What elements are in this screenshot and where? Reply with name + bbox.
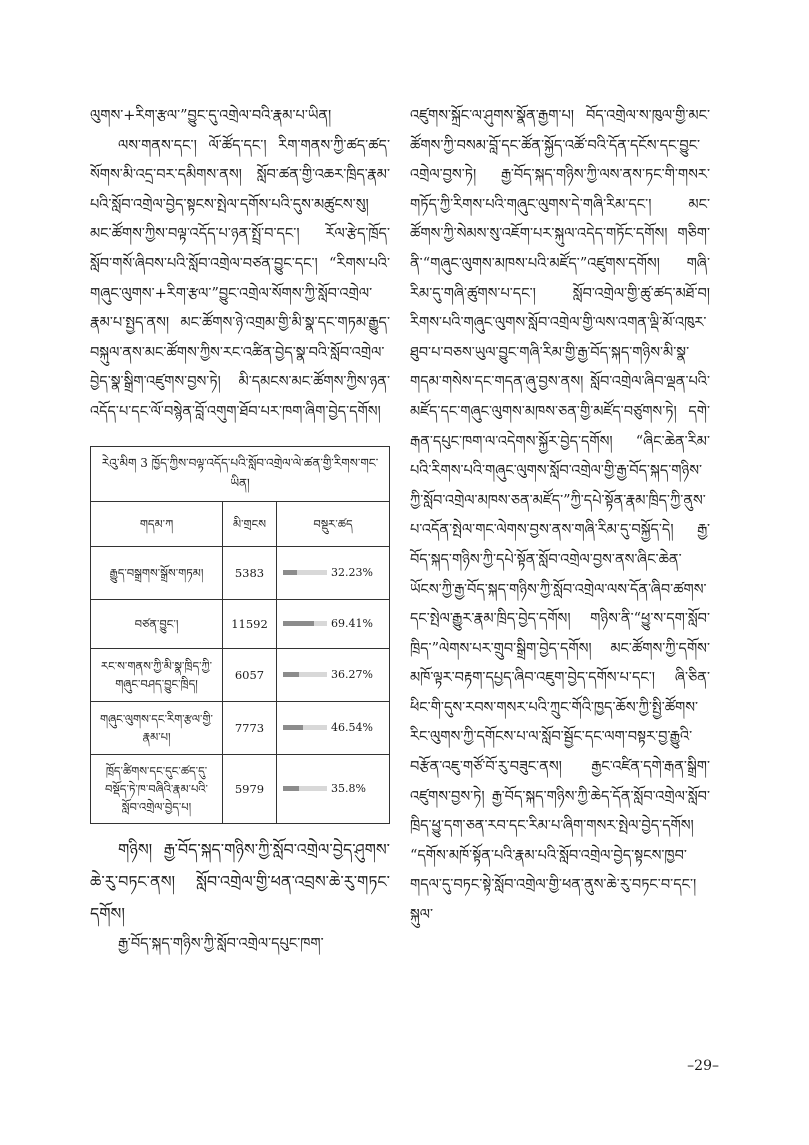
percent-bar-track — [283, 570, 327, 575]
table-header-row — [91, 502, 389, 547]
option-label: ཁྲོད་ཚིགས་དང་དུང་ཚད་དུ་བསྡོད་ཏེ་ཁ་བཞིའི་རྣམ་པའི་སློབ་འགྲེལ་བྱེད་པ། — [105, 763, 208, 814]
option-label: བཙན་བྱུང་། — [134, 616, 179, 631]
left-column — [90, 102, 390, 959]
option-label: རང་ས་གནས་ཀྱི་མི་སྣ་ཁྲིད་ཀྱི་གཞུང་བཤད་བྱུང་ཁྲིད། — [100, 658, 213, 691]
count-value: 5383 — [222, 547, 276, 599]
percent-cell — [276, 755, 389, 823]
table-row — [91, 547, 389, 600]
percent-bar-track — [283, 725, 327, 730]
right-column — [410, 102, 710, 931]
option-label: གཞུང་ལུགས་དང་རིག་རྩལ་གྱི་རྣམ་པ། — [100, 711, 213, 744]
table-row — [91, 755, 389, 823]
column-header: མི་གྲངས — [222, 502, 276, 546]
table-row — [91, 600, 389, 649]
paragraph: ལས་གནས་དང་། ལོ་ཚོད་དང་། རིག་གནས་ཀྱི་ཚད་ཚད་སོགས་མི་འདྲ་བར་དམིགས་ནས། སློབ་ཚན་གྱི་འཆར་ཁྲིད་རྣམ་པའི་སློབ་འགྲེལ་བྱེད་སྟངས་སྤེལ་དགོས་པའི་དུས་མཚུངས་སུ། མང་ཚོགས་ཀྱིས་བལྟ་འདོད་པ་ཉན་སྤྲོ་བ་དང་། རོལ་རྩེད་ཁྲོད་སློབ་གསོ་ཞིབས་པའི་སློབ་འགྲེལ་བཙན་བྱུང་དང་། “རིགས་པའི་གཞུང་ལུགས་+རིག་རྩལ་”བྱུང་འགྲེལ་སོགས་ཀྱི་སློབ་འགྲེལ་རྣམ་པ་སྤྱད་ནས། མང་ཚོགས་ཉེ་འགྲམ་གྱི་མི་སྣ་དང་གཏམ་རྒྱུད་བསྐུལ་ནས་མང་ཚོགས་ཀྱིས་རང་འཚིན་བྱེད་སྣ་བའི་སློབ་འགྲེལ་བྱེད་སྣ་སྒྲིག་འཛུགས་བྱས་ཏེ། མི་དམངས་མང་ཚོགས་ཀྱིས་ཉན་འདོད་པ་དང་ལོ་བསྙེན་བློ་འགུག་ཐོབ་པར་ཁག་ཞིག་བྱེད་དགོས། — [90, 137, 390, 420]
percent-cell — [276, 547, 389, 599]
percent-value: 32.23% — [331, 565, 373, 579]
table-row — [91, 702, 389, 755]
table-row — [91, 649, 389, 702]
paragraph: རྒྱ་བོད་སྐད་གཉིས་ཀྱི་སློབ་འགྲེལ་དཔུང་ཁག་ — [118, 935, 324, 952]
paragraph: འཛུགས་སྐྲོང་ལ་ཤུགས་སྣོན་རྒྱག་པ། བོད་འགྲེལ་ས་ཁུལ་གྱི་མང་ཚོགས་ཀྱི་བསམ་བློ་དང་ཚོན་སྐྱོད་འཚོ་བའི་དོན་དངོས་དང་བྱུང་འགྲེལ་བྱས་ཏེ། རྒྱ་བོད་སྐད་གཉིས་ཀྱི་ལས་ནས་ཏང་གི་གསར་གཏོད་ཀྱི་རིགས་པའི་གཞུང་ལུགས་དེ་གཞི་རིམ་དང་། མང་ཚོགས་ཀྱི་སེམས་སུ་འཇོག་པར་སྐུལ་འདེད་གཏོང་དགོས། གཅིག་ནི་“གཞུང་ལུགས་མཁས་པའི་མཛོད་”འཛུགས་དགོས། གཞི་རིམ་དུ་གཞི་ཚུགས་པ་དང་། སློབ་འགྲེལ་གྱི་ཚུ་ཚད་མཐོ་བ། རིགས་པའི་གཞུང་ལུགས་སློབ་འགྲེལ་གྱི་ལས་འགན་ལྡི་མོ་འཁུར་ཐུབ་པ་བཅས་ཡུལ་བྱུང་གཞི་རིམ་གྱི་རྒྱ་བོད་སྐད་གཉིས་མི་སྣ་གདམ་གསེས་དང་གདན་ཞུ་བྱས་ནས། སློབ་འགྲེལ་ཞིབ་ལྡན་པའི་མཛོད་དང་གཞུང་ལུགས་མཁས་ཅན་གྱི་མཛོད་བཙུགས་ཏེ། དགེ་རྒན་དཔུང་ཁག་ལ་འདེགས་སྐྱོར་བྱེད་དགོས། “ཞིང་ཆེན་རིམ་པའི་རིགས་པའི་གཞུང་ལུགས་སློབ་འགྲེལ་གྱི་རྒྱ་བོད་སྐད་གཉིས་ཀྱི་སློབ་འགྲེལ་མཁས་ཅན་མཛོད་”ཀྱི་དཔེ་སྟོན་རྣམ་ཁྲིད་ཀྱི་ནུས་པ་འདོན་སྤེལ་གང་ལེགས་བྱས་ནས་གཞི་རིམ་དུ་བསྐྱོད་དེ། རྒྱ་བོད་སྐད་གཉིས་ཀྱི་དཔེ་སྟོན་སློབ་འགྲེལ་བྱས་ནས་ཞིང་ཆེན་ཡོངས་ཀྱི་རྒྱ་བོད་སྐད་གཉིས་ཀྱི་སློབ་འགྲེལ་ལས་དོན་ཞིབ་ཚགས་དང་སྤེལ་རྒྱུར་རྣམ་ཁྲིད་བྱེད་དགོས། གཉིས་ནི་“ཕྱུ་ས་དག་སློབ་ཁྲིད་”ལེགས་པར་གྲུབ་སྒྲིག་བྱེད་དགོས། མང་ཚོགས་ཀྱི་དགོས་མཁོ་ལྟར་བརྟག་དཔྱད་ཞིབ་འཇུག་བྱེད་དགོས་པ་དང་། ཞི་ཅིན་ཕིང་གི་དུས་རབས་གསར་པའི་ཀྲུང་གོའི་ཁྱད་ཆོས་ཀྱི་སྤྱི་ཚོགས་རིང་ལུགས་ཀྱི་དགོངས་པ་ལ་སློབ་སྦྱོང་དང་ལག་བསྟར་བྱ་རྒྱུའི་བརྩོན་འཇུ་གཙོ་བོ་རུ་བཟུང་ནས། རྒྱང་འཛིན་དགེ་རྒན་སྒྲིག་འཛུགས་བྱས་ཏེ། རྒྱ་བོད་སྐད་གཉིས་ཀྱི་ཆེད་དོན་སློབ་འགྲེལ་སློབ་ཁྲིད་ཕྱུ་དག་ཅན་རབ་དང་རིམ་པ་ཞིག་གསར་སྤེལ་བྱེད་དགོས། “དགོས་མཁོ་སྟོན་པའི་རྣམ་པའི་སློབ་འགྲེལ་བྱེད་སྟངས་ཁྱབ་གདལ་དུ་བཏང་སྟེ་སློབ་འགྲེལ་གྱི་ཕན་ནུས་ཆེ་རུ་བཏང་བ་དང་། སྐུལ་ — [410, 108, 710, 924]
count-value: 7773 — [222, 702, 276, 754]
percent-value: 35.8% — [331, 781, 366, 795]
percent-value: 36.27% — [331, 667, 373, 681]
table-caption: རེའུ་མིག 3 ཁྱོད་ཀྱིས་བལྟ་འདོད་པའི་སློབ་འགྲེལ་ལེ་ཚན་གྱི་རིགས་གང་ཡིན། — [91, 447, 389, 502]
percent-cell — [276, 702, 389, 754]
percent-bar-fill — [283, 570, 297, 575]
percent-bar-fill — [283, 725, 303, 730]
percent-bar-fill — [283, 672, 299, 677]
option-label: རྒྱུད་བསྒྲགས་སྒྲོས་གཏམ། — [109, 565, 204, 580]
column-header: བསྡུར་ཚད — [276, 502, 389, 546]
percent-bar-track — [283, 621, 327, 626]
column-header: གདམ་ཀ — [139, 516, 174, 531]
count-value: 5979 — [222, 755, 276, 823]
paragraph: ལུགས་+རིག་རྩལ་”བྱུང་དུ་འགྲེལ་བའི་རྣམ་པ་ཡིན། — [90, 108, 332, 124]
data-table — [90, 446, 390, 824]
percent-value: 69.41% — [331, 616, 373, 630]
section-heading: གཉིས། རྒྱ་བོད་སྐད་གཉིས་ཀྱི་སློབ་འགྲེལ་བྱེད་ཤུགས་ཆེ་རུ་བཏང་ནས། སློབ་འགྲེལ་གྱི་ཕན་འབྲས་ཆེ་རུ་གཏང་དགོས། — [90, 839, 390, 923]
percent-cell — [276, 649, 389, 701]
count-value: 6057 — [222, 649, 276, 701]
percent-bar-fill — [283, 621, 314, 626]
percent-bar-track — [283, 672, 327, 677]
percent-value: 46.54% — [331, 720, 373, 734]
percent-bar-fill — [283, 786, 299, 791]
percent-bar-track — [283, 786, 327, 791]
count-value: 11592 — [222, 600, 276, 648]
percent-cell — [276, 600, 389, 648]
page-number: –29– — [687, 1058, 719, 1074]
